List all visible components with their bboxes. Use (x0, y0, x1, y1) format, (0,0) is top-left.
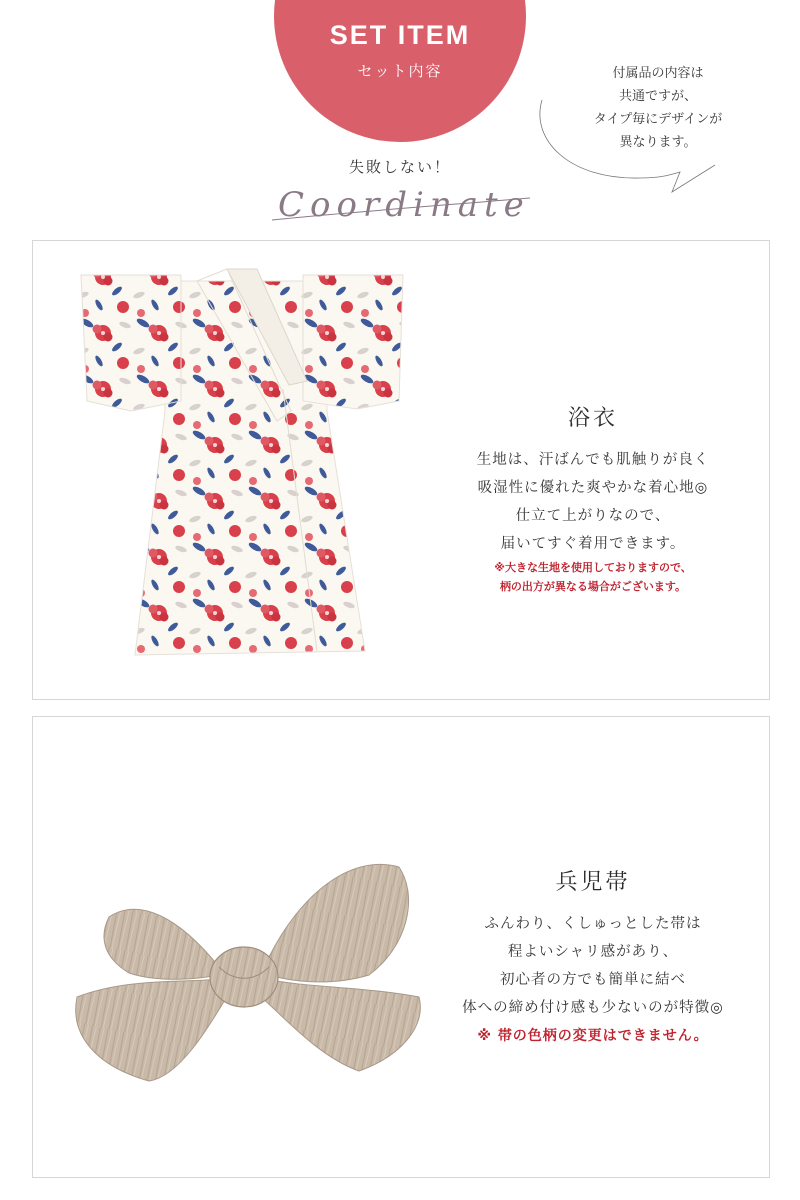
note-line: 付属品の内容は (612, 66, 704, 81)
note-line: 異なります。 (619, 135, 697, 150)
note-line: タイプ毎にデザインが (593, 112, 723, 127)
heko-obi-image (69, 857, 429, 1087)
set-item-subtitle: セット内容 (357, 62, 443, 80)
yukata-image (77, 261, 407, 681)
set-item-note (568, 62, 748, 154)
obi-panel (32, 716, 770, 1178)
obi-line: 体への締め付け感も少ないのが特徴◎ (462, 1000, 724, 1016)
yukata-panel (32, 240, 770, 700)
obi-description (433, 865, 753, 1050)
yukata-line: 生地は、汗ばんでも肌触りが良く (476, 452, 710, 468)
yukata-line: 仕立て上がりなので、 (515, 508, 671, 524)
coordinate-script-logo (268, 168, 538, 238)
obi-line: ふんわり、くしゅっとした帯は (484, 916, 702, 932)
yukata-caution: ※大きな生地を使用しておりますので、 (494, 561, 692, 574)
yukata-title: 浴衣 (567, 406, 618, 431)
note-line: 共通ですが、 (618, 89, 697, 104)
yukata-line: 吸湿性に優れた爽やかな着心地◎ (477, 480, 709, 496)
yukata-caution: 柄の出方が異なる場合がございます。 (499, 580, 687, 593)
obi-caution: ※ 帯の色柄の変更はできません。 (477, 1028, 709, 1044)
yukata-line: 届いてすぐ着用できます。 (500, 536, 686, 552)
catch-phrase: 失敗しない！ (348, 158, 451, 176)
obi-title: 兵児帯 (555, 870, 631, 895)
coordinate-script-text: Coordinate (278, 185, 530, 225)
set-item-title: SET ITEM (329, 20, 471, 50)
obi-line: 程よいシャリ感があり、 (507, 944, 679, 960)
set-item-badge (274, 0, 526, 142)
yukata-description (453, 401, 733, 596)
obi-line: 初心者の方でも簡単に結べ (500, 972, 686, 988)
